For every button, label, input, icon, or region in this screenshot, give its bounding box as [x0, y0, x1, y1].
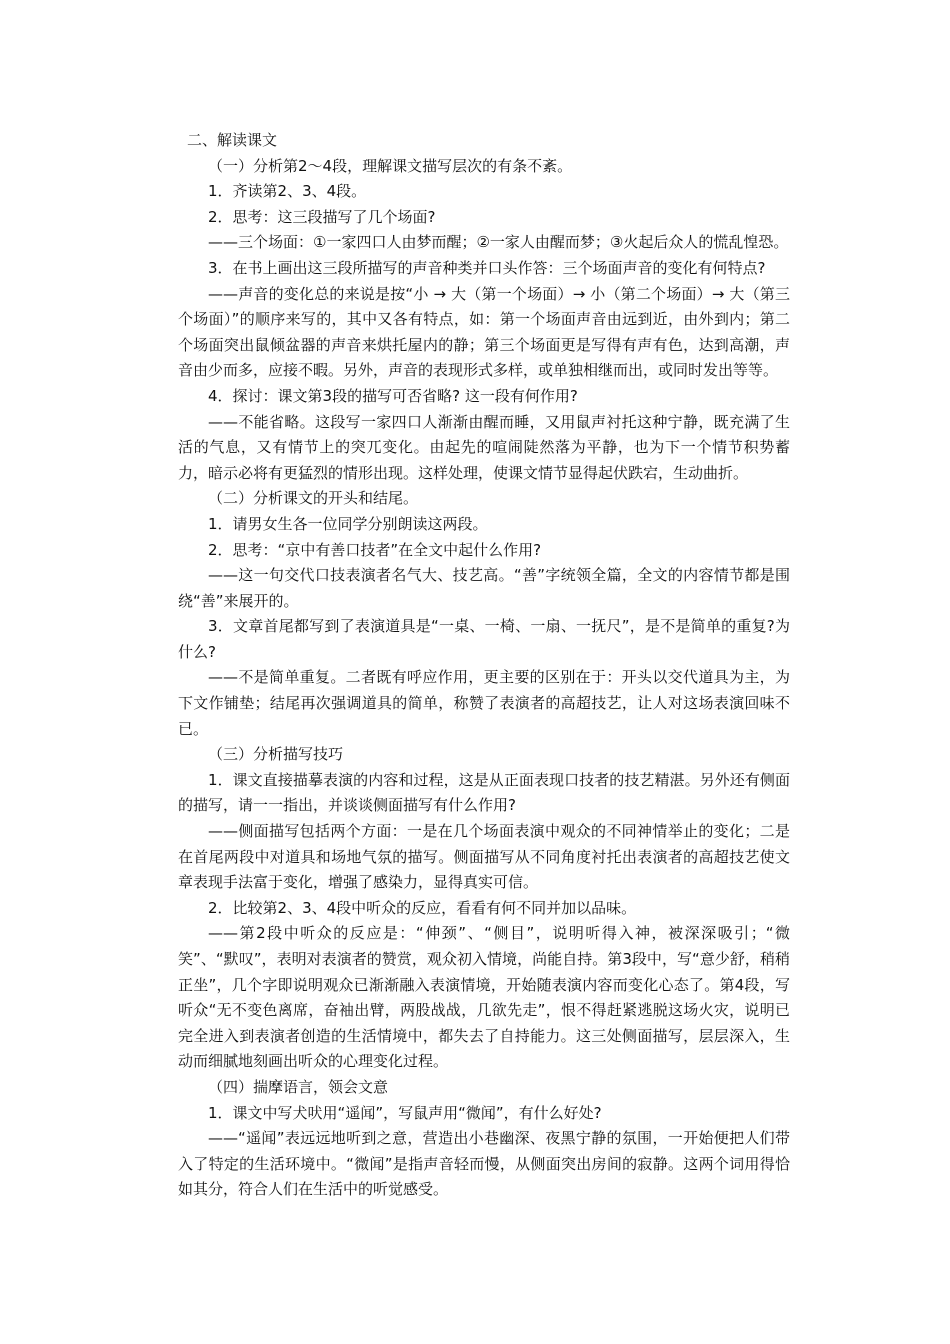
answer-paragraph: ——侧面描写包括两个方面：一是在几个场面表演中观众的不同神情举止的变化；二是在首尾两段中对道具和场地气氛的描写。侧面描写从不同角度衬托出表演者的高超技艺使文章表现手法富于变化，增强了感染力，显得真实可信。 [178, 822, 790, 892]
list-item: 2．思考：“京中有善口技者”在全文中起什么作用? [208, 540, 542, 559]
list-item: 1．齐读第2、3、4段。 [208, 182, 367, 201]
list-item: 3．文章首尾都写到了表演道具是“一桌、一椅、一扇、一抚尺”，是不是简单的重复?为什么? [178, 617, 790, 661]
subheading-4: （四）揣摩语言，领会文意 [208, 1077, 389, 1096]
list-item: 1．课文中写犬吠用“遥闻”，写鼠声用“微闻”，有什么好处? [208, 1103, 602, 1122]
list-item: 1．课文直接描摹表演的内容和过程，这是从正面表现口技者的技艺精湛。另外还有侧面的描写，请一一指出，并谈谈侧面描写有什么作用? [178, 770, 790, 815]
list-item: 2．思考：这三段描写了几个场面? [208, 207, 436, 226]
answer-paragraph: ——第2段中听众的反应是：“伸颈”、“侧目”，说明听得入神，被深深吸引；“微笑”、“默叹”，表明对表演者的赞赏，观众初入情境，尚能自持。第3段中，写“意少舒，稍稍正坐”，几个字即说明观众已渐渐融入表演情境，开始随表演内容而变化心态了。第4段，写听众“无不变色离席，奋袖出臂，两股战战，几欲先走”，恨不得赶紧逃脱这场火灾，说明已完全进入到表演者创造的生活情境中，都失去了自持能力。这三处侧面描写，层层深入，生动而细腻地刻画出听众的心理变化过程。 [178, 924, 790, 1071]
subheading-1: （一）分析第2～4段，理解课文描写层次的有条不紊。 [208, 156, 573, 175]
answer-paragraph: ——三个场面：①一家四口人由梦而醒；②一家人由醒而梦；③火起后众人的慌乱惶恐。 [208, 233, 789, 252]
answer-paragraph: ——不能省略。这段写一家四口人渐渐由醒而睡，又用鼠声衬托这种宁静，既充满了生活的气息，又有情节上的突兀变化。由起先的喧闹陡然落为平静，也为下一个情节积势蓄力，暗示必将有更猛烈的情形出现。这样处理，使课文情节显得起伏跌宕，生动曲折。 [178, 412, 790, 482]
list-item: 2．比较第2、3、4段中听众的反应，看看有何不同并加以品味。 [208, 898, 637, 917]
subheading-2: （二）分析课文的开头和结尾。 [208, 489, 419, 508]
section-title: 二、解读课文 [187, 131, 278, 149]
list-item: 1．请男女生各一位同学分别朗读这两段。 [208, 514, 488, 533]
subheading-3: （三）分析描写技巧 [208, 745, 344, 764]
list-item: 3．在书上画出这三段所描写的声音种类并口头作答：三个场面声音的变化有何特点? [208, 258, 766, 277]
answer-paragraph: ——声音的变化总的来说是按“小 → 大（第一个场面）→ 小（第二个场面）→ 大（第三个场面）”的顺序来写的，其中又各有特点，如：第一个场面声音由远到近，由外到内；第二个场面突出鼠倾盆器的声音来烘托屋内的静；第三个场面更是写得有声有色，达到高潮，声音由少而多，应接不暇。另外，声音的表现形式多样，或单独相继而出，或同时发出等等。 [178, 284, 790, 380]
answer-paragraph: ——这一句交代口技表演者名气大、技艺高。“善”字统领全篇，全文的内容情节都是围绕“善”来展开的。 [178, 566, 790, 610]
list-item: 4．探讨：课文第3段的描写可否省略? 这一段有何作用? [208, 386, 578, 405]
document-body [178, 128, 790, 1203]
answer-paragraph: ——“遥闻”表远远地听到之意，营造出小巷幽深、夜黑宁静的氛围，一开始便把人们带入了特定的生活环境中。“微闻”是指声音轻而慢，从侧面突出房间的寂静。这两个词用得恰如其分，符合人们在生活中的听觉感受。 [178, 1129, 790, 1199]
answer-paragraph: ——不是简单重复。二者既有呼应作用，更主要的区别在于：开头以交代道具为主，为下文作铺垫；结尾再次强调道具的简单，称赞了表演者的高超技艺，让人对这场表演回味不已。 [178, 668, 790, 738]
